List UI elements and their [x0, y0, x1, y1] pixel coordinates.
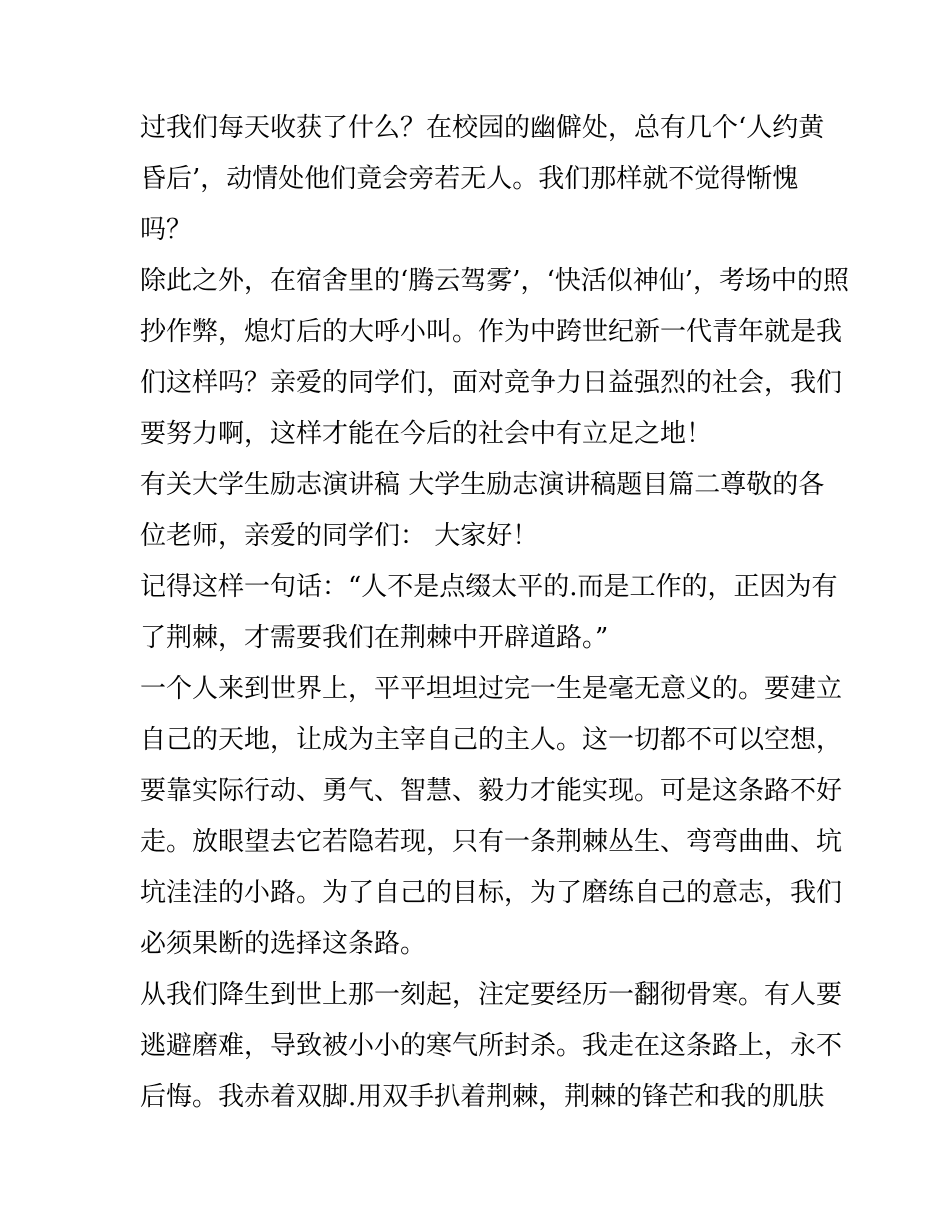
text-line: 除此之外，在宿舍里的‘腾云驾雾’，‘快活似神仙’，考场中的照 — [140, 266, 850, 296]
text-line: 过我们每天收获了什么？在校园的幽僻处，总有几个‘人约黄 — [140, 113, 825, 143]
text-line: 逃避磨难，导致被小小的寒气所封杀。我走在这条路上，永不 — [140, 1031, 843, 1061]
text-line: 走。放眼望去它若隐若现，只有一条荆棘丛生、弯弯曲曲、坑 — [140, 827, 843, 857]
text-line: 了荆棘，才需要我们在荆棘中开辟道路。” — [140, 623, 609, 653]
text-line: 要靠实际行动、勇气、智慧、毅力才能实现。可是这条路不好 — [140, 776, 843, 806]
text-line: 有关大学生励志演讲稿 大学生励志演讲稿题目篇二尊敬的各 — [140, 470, 825, 500]
text-line: 后悔。我赤着双脚.用双手扒着荆棘，荆棘的锋芒和我的肌肤 — [140, 1082, 825, 1112]
text-line: 坑洼洼的小路。为了自己的目标，为了磨练自己的意志，我们 — [140, 878, 843, 908]
text-line: 记得这样一句话：“人不是点缀太平的.而是工作的，正因为有 — [140, 572, 838, 602]
text-line: 一个人来到世界上，平平坦坦过完一生是毫无意义的。要建立 — [140, 674, 843, 704]
text-line: 们这样吗？亲爱的同学们，面对竞争力日益强烈的社会，我们 — [140, 368, 843, 398]
text-line: 自己的天地，让成为主宰自己的主人。这一切都不可以空想， — [140, 725, 843, 755]
text-line: 昏后’，动情处他们竟会旁若无人。我们那样就不觉得惭愧 — [140, 164, 799, 194]
text-line: 要努力啊，这样才能在今后的社会中有立足之地！ — [140, 419, 713, 449]
text-line: 必须果断的选择这条路。 — [140, 929, 427, 959]
body-text — [140, 103, 850, 1123]
text-line: 吗？ — [140, 215, 193, 245]
text-line: 位老师，亲爱的同学们： 大家好！ — [140, 521, 539, 551]
text-line: 从我们降生到世上那一刻起，注定要经历一翻彻骨寒。有人要 — [140, 980, 843, 1010]
text-line: 抄作弊，熄灯后的大呼小叫。作为中跨世纪新一代青年就是我 — [140, 317, 843, 347]
